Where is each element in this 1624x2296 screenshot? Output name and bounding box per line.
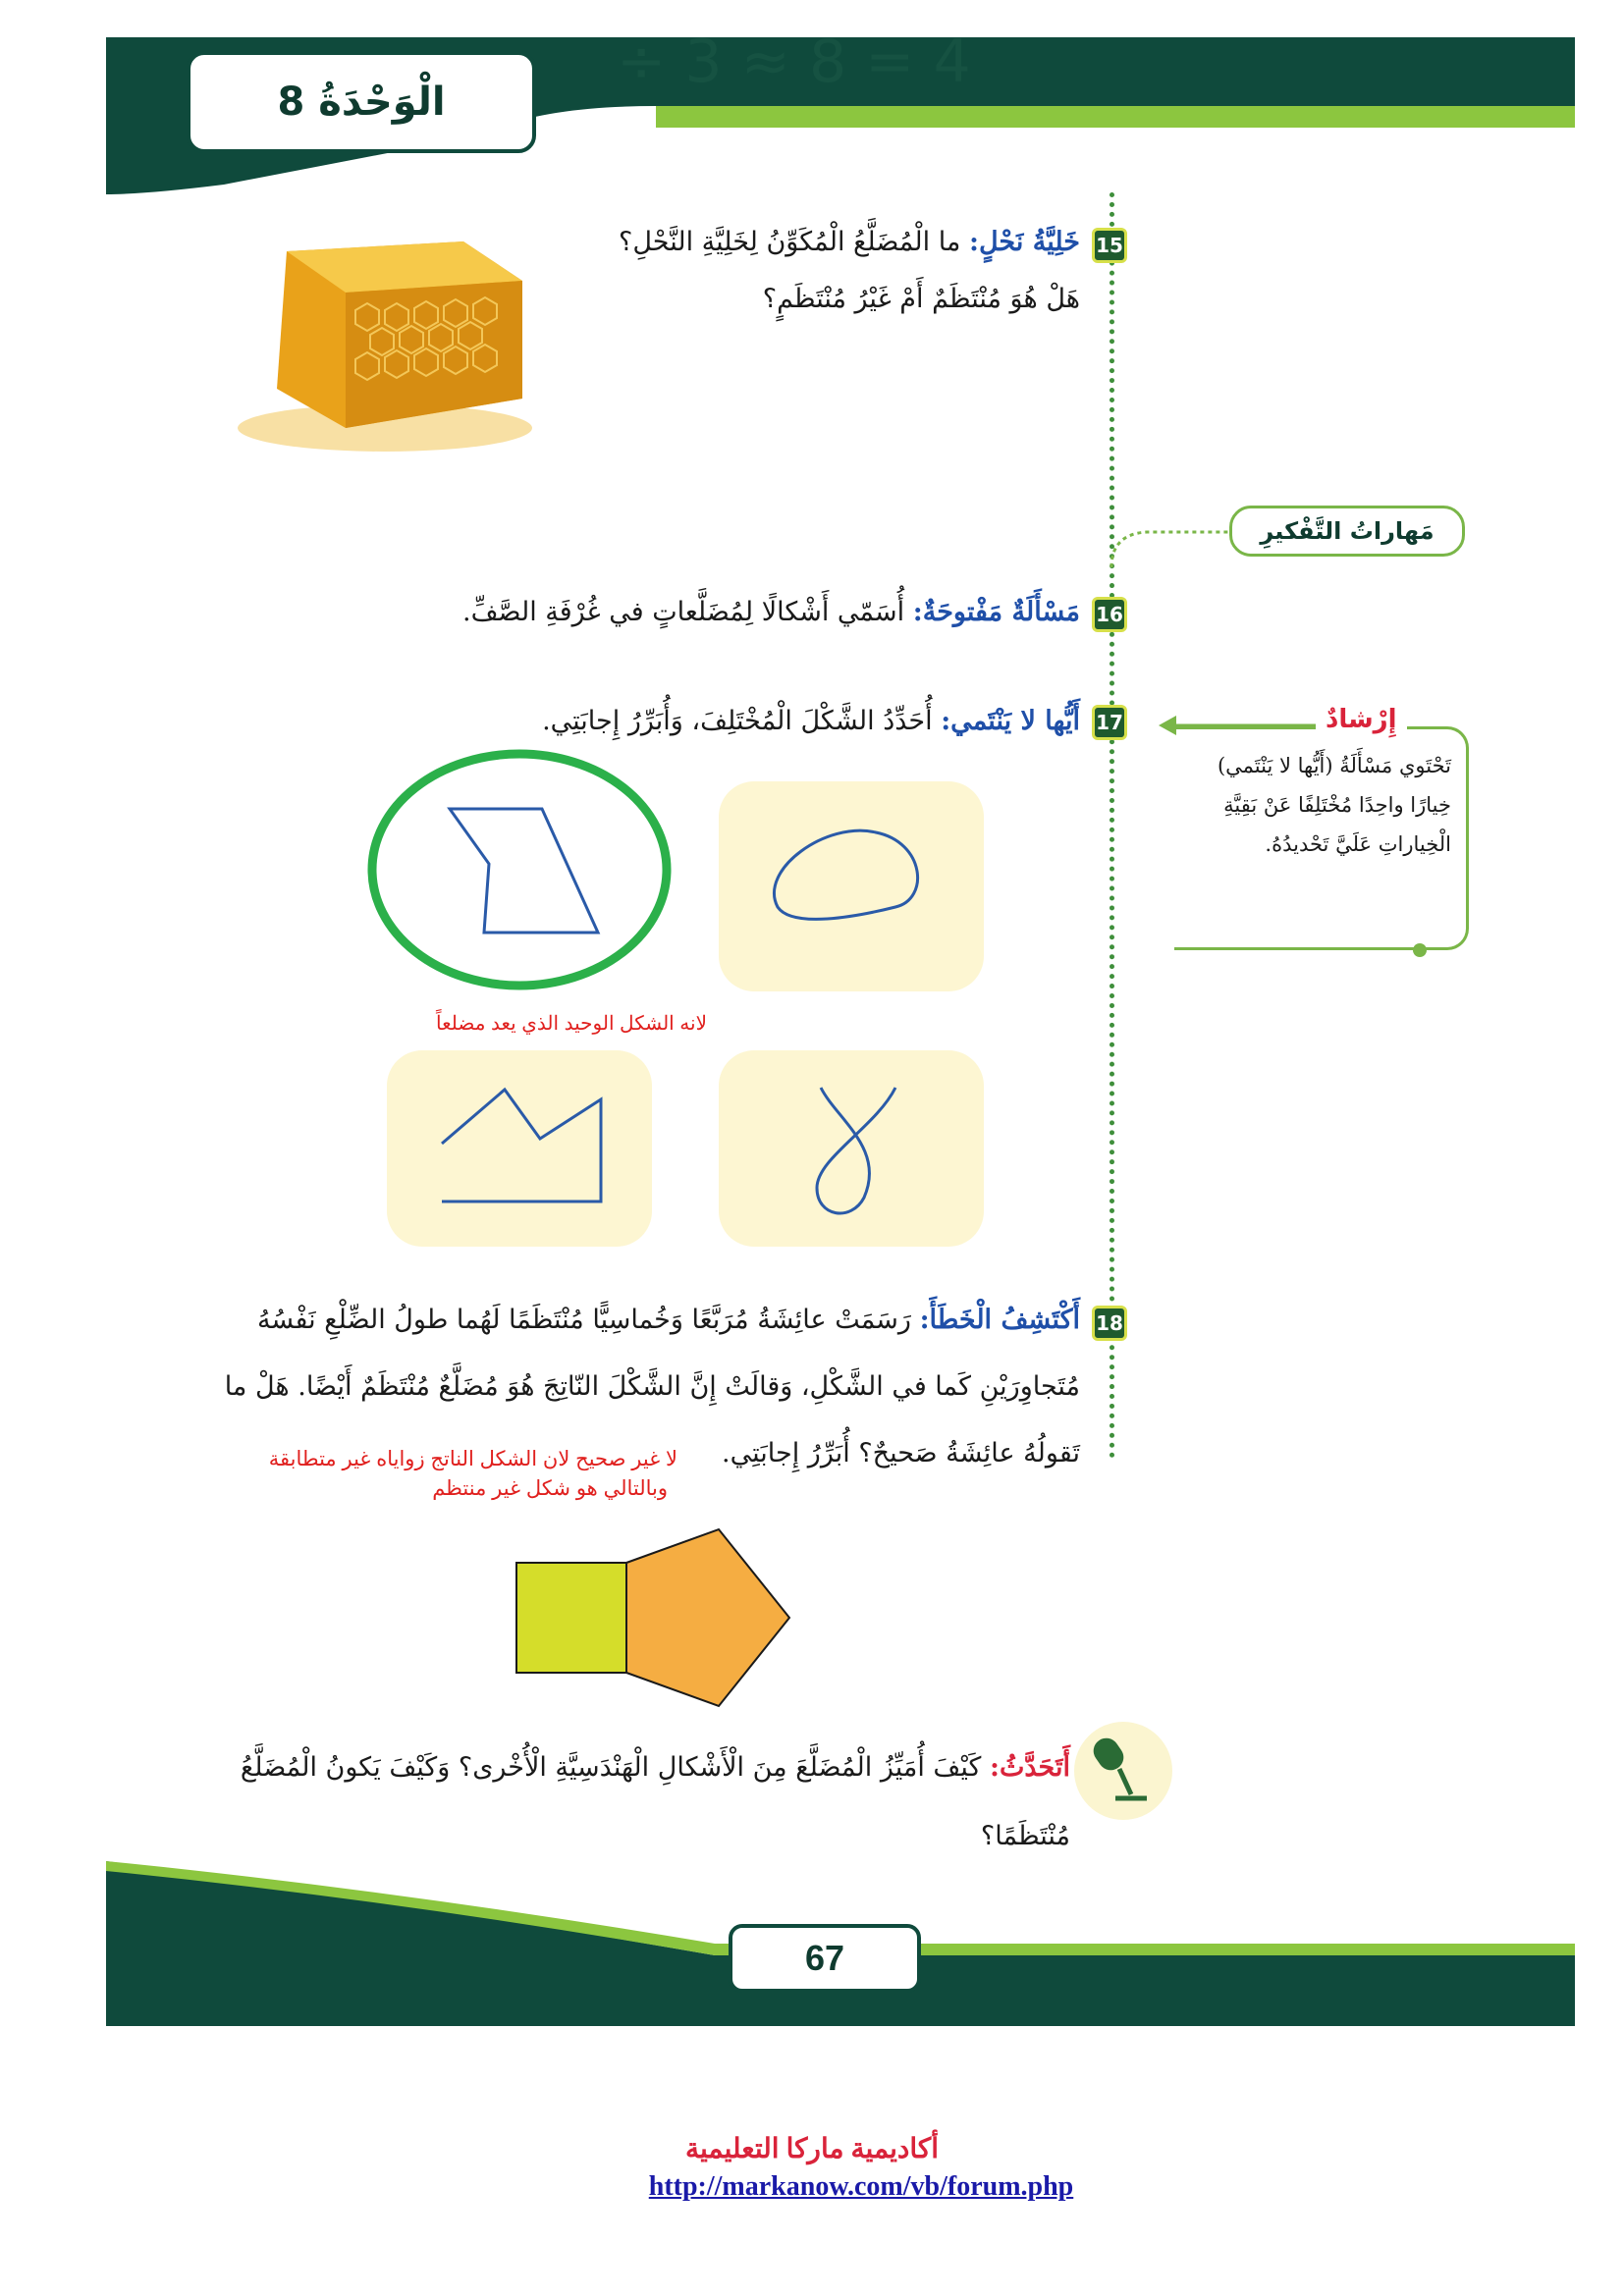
talk-line1: [167, 1739, 1070, 1796]
square-pentagon-figure: [511, 1523, 795, 1716]
question-number-18: 18: [1092, 1306, 1127, 1341]
question-15-line1: [550, 214, 1080, 271]
microphone-icon: [1072, 1720, 1174, 1822]
question-18-line2: مُتَجاوِرَيْنِ كَما في الشَّكْلِ، وَقالَتْ إِنَّ الشَّكْلَ النّاتِجَ هُوَ مُضَلَّعٌ مُنْتَظَمٌ أَيْضًا. هَلْ ما: [224, 1371, 1080, 1402]
question-17-body: أُحَدِّدُ الشَّكْلَ الْمُخْتَلِفَ، وَأُبَرِّرُ إِجابَتِي.: [542, 706, 942, 736]
question-18-answer-line1: لا غير صحيح لان الشكل الناتج زواياه غير متطابقة: [268, 1448, 677, 1470]
question-17-answer: لانه الشكل الوحيد الذي يعد مضلعاً: [436, 1013, 707, 1035]
question-number-16: 16: [1092, 597, 1127, 632]
page-number: 67: [804, 1938, 845, 1978]
talk-line2: مُنْتَظَمًا؟: [980, 1821, 1070, 1851]
page-number-box: [729, 1924, 921, 1993]
question-18-text1: رَسَمَتْ عائِشَةُ مُرَبَّعًا وَخُماسِيًّا مُنْتَظَمًا لَهُما طولُ الضِّلْعِ نَفْسُهُ: [256, 1305, 920, 1335]
closed-curve-shape: [719, 781, 984, 991]
talk-text1: كَيْفَ أُمَيِّزُ الْمُضَلَّعَ مِنَ الْأَشْكالِ الْهَنْدَسِيَّةِ الْأُخْرى؟ وَكَيْفَ يَكونُ الْمُضَلَّعُ: [240, 1752, 990, 1783]
site-name: أكاديمية ماركا التعليمية: [684, 2134, 940, 2164]
crossed-loop-shape: [719, 1050, 984, 1247]
site-url-link[interactable]: http://markanow.com/vb/forum.php: [648, 2171, 1074, 2202]
talk-keyword: أَتَحَدَّثُ:: [989, 1752, 1070, 1783]
skills-connector: [1108, 528, 1235, 567]
column-divider: [1110, 192, 1114, 1459]
guidance-title: إِرْشادٌ: [1316, 705, 1407, 734]
question-18-keyword: أَكْتَشِفُ الْخَطَأَ:: [919, 1305, 1080, 1335]
question-16-keyword: مَسْأَلَةٌ مَفْتوحَةٌ:: [912, 597, 1080, 627]
thinking-skills-label: مَهاراتُ التَّفْكيرِ: [1260, 517, 1435, 545]
question-number-17: 17: [1092, 705, 1127, 740]
thinking-skills-tab: [1229, 506, 1465, 557]
question-17-keyword: أَيُّها لا يَنْتَمي:: [941, 706, 1080, 736]
question-18-line1: [167, 1292, 1080, 1349]
question-15-line2: هَلْ هُوَ مُنْتَظَمٌ أَمْ غَيْرُ مُنْتَظَمٍ؟: [762, 284, 1080, 314]
open-zigzag-shape: [387, 1050, 652, 1247]
question-17-text: [373, 693, 1080, 750]
question-15-text: ما الْمُضَلَّعُ الْمُكَوِّنُ لِخَلِيَّةِ النَّحْلِ؟: [618, 227, 969, 257]
question-15-keyword: خَلِيَّةُ نَحْلٍ:: [968, 227, 1080, 257]
question-16-text: [295, 584, 1080, 641]
svg-text:÷ 3 ≈ 8 = 4: ÷ 3 ≈ 8 = 4: [617, 37, 971, 96]
polygon-option-circled: [365, 746, 674, 993]
question-16-body: أُسَمّي أَشْكالًا لِمُضَلَّعاتٍ في غُرْفَةِ الصَّفِّ.: [462, 597, 913, 627]
guidance-text: تَحْتَوي مَسْأَلَةُ (أَيُّها لا يَنْتَمي) خِيارًا واحِدًا مُخْتَلِفًا عَنْ بَقِيَّةِ الْخِياراتِ عَلَيَّ تَحْديدُهُ.: [1217, 754, 1451, 856]
honeycomb-image: [228, 232, 538, 457]
question-18-answer-line2: وبالتالي هو شكل غير منتظم: [432, 1477, 668, 1500]
question-18-line3: تَقولُهُ عائِشَةُ صَحيحٌ؟ أُبَرِّرُ إِجابَتِي.: [722, 1438, 1080, 1468]
guidance-dot: [1410, 940, 1430, 960]
unit-title-box: [187, 51, 536, 153]
unit-title: الْوَحْدَةُ 8: [277, 80, 446, 125]
question-number-15: 15: [1092, 228, 1127, 263]
